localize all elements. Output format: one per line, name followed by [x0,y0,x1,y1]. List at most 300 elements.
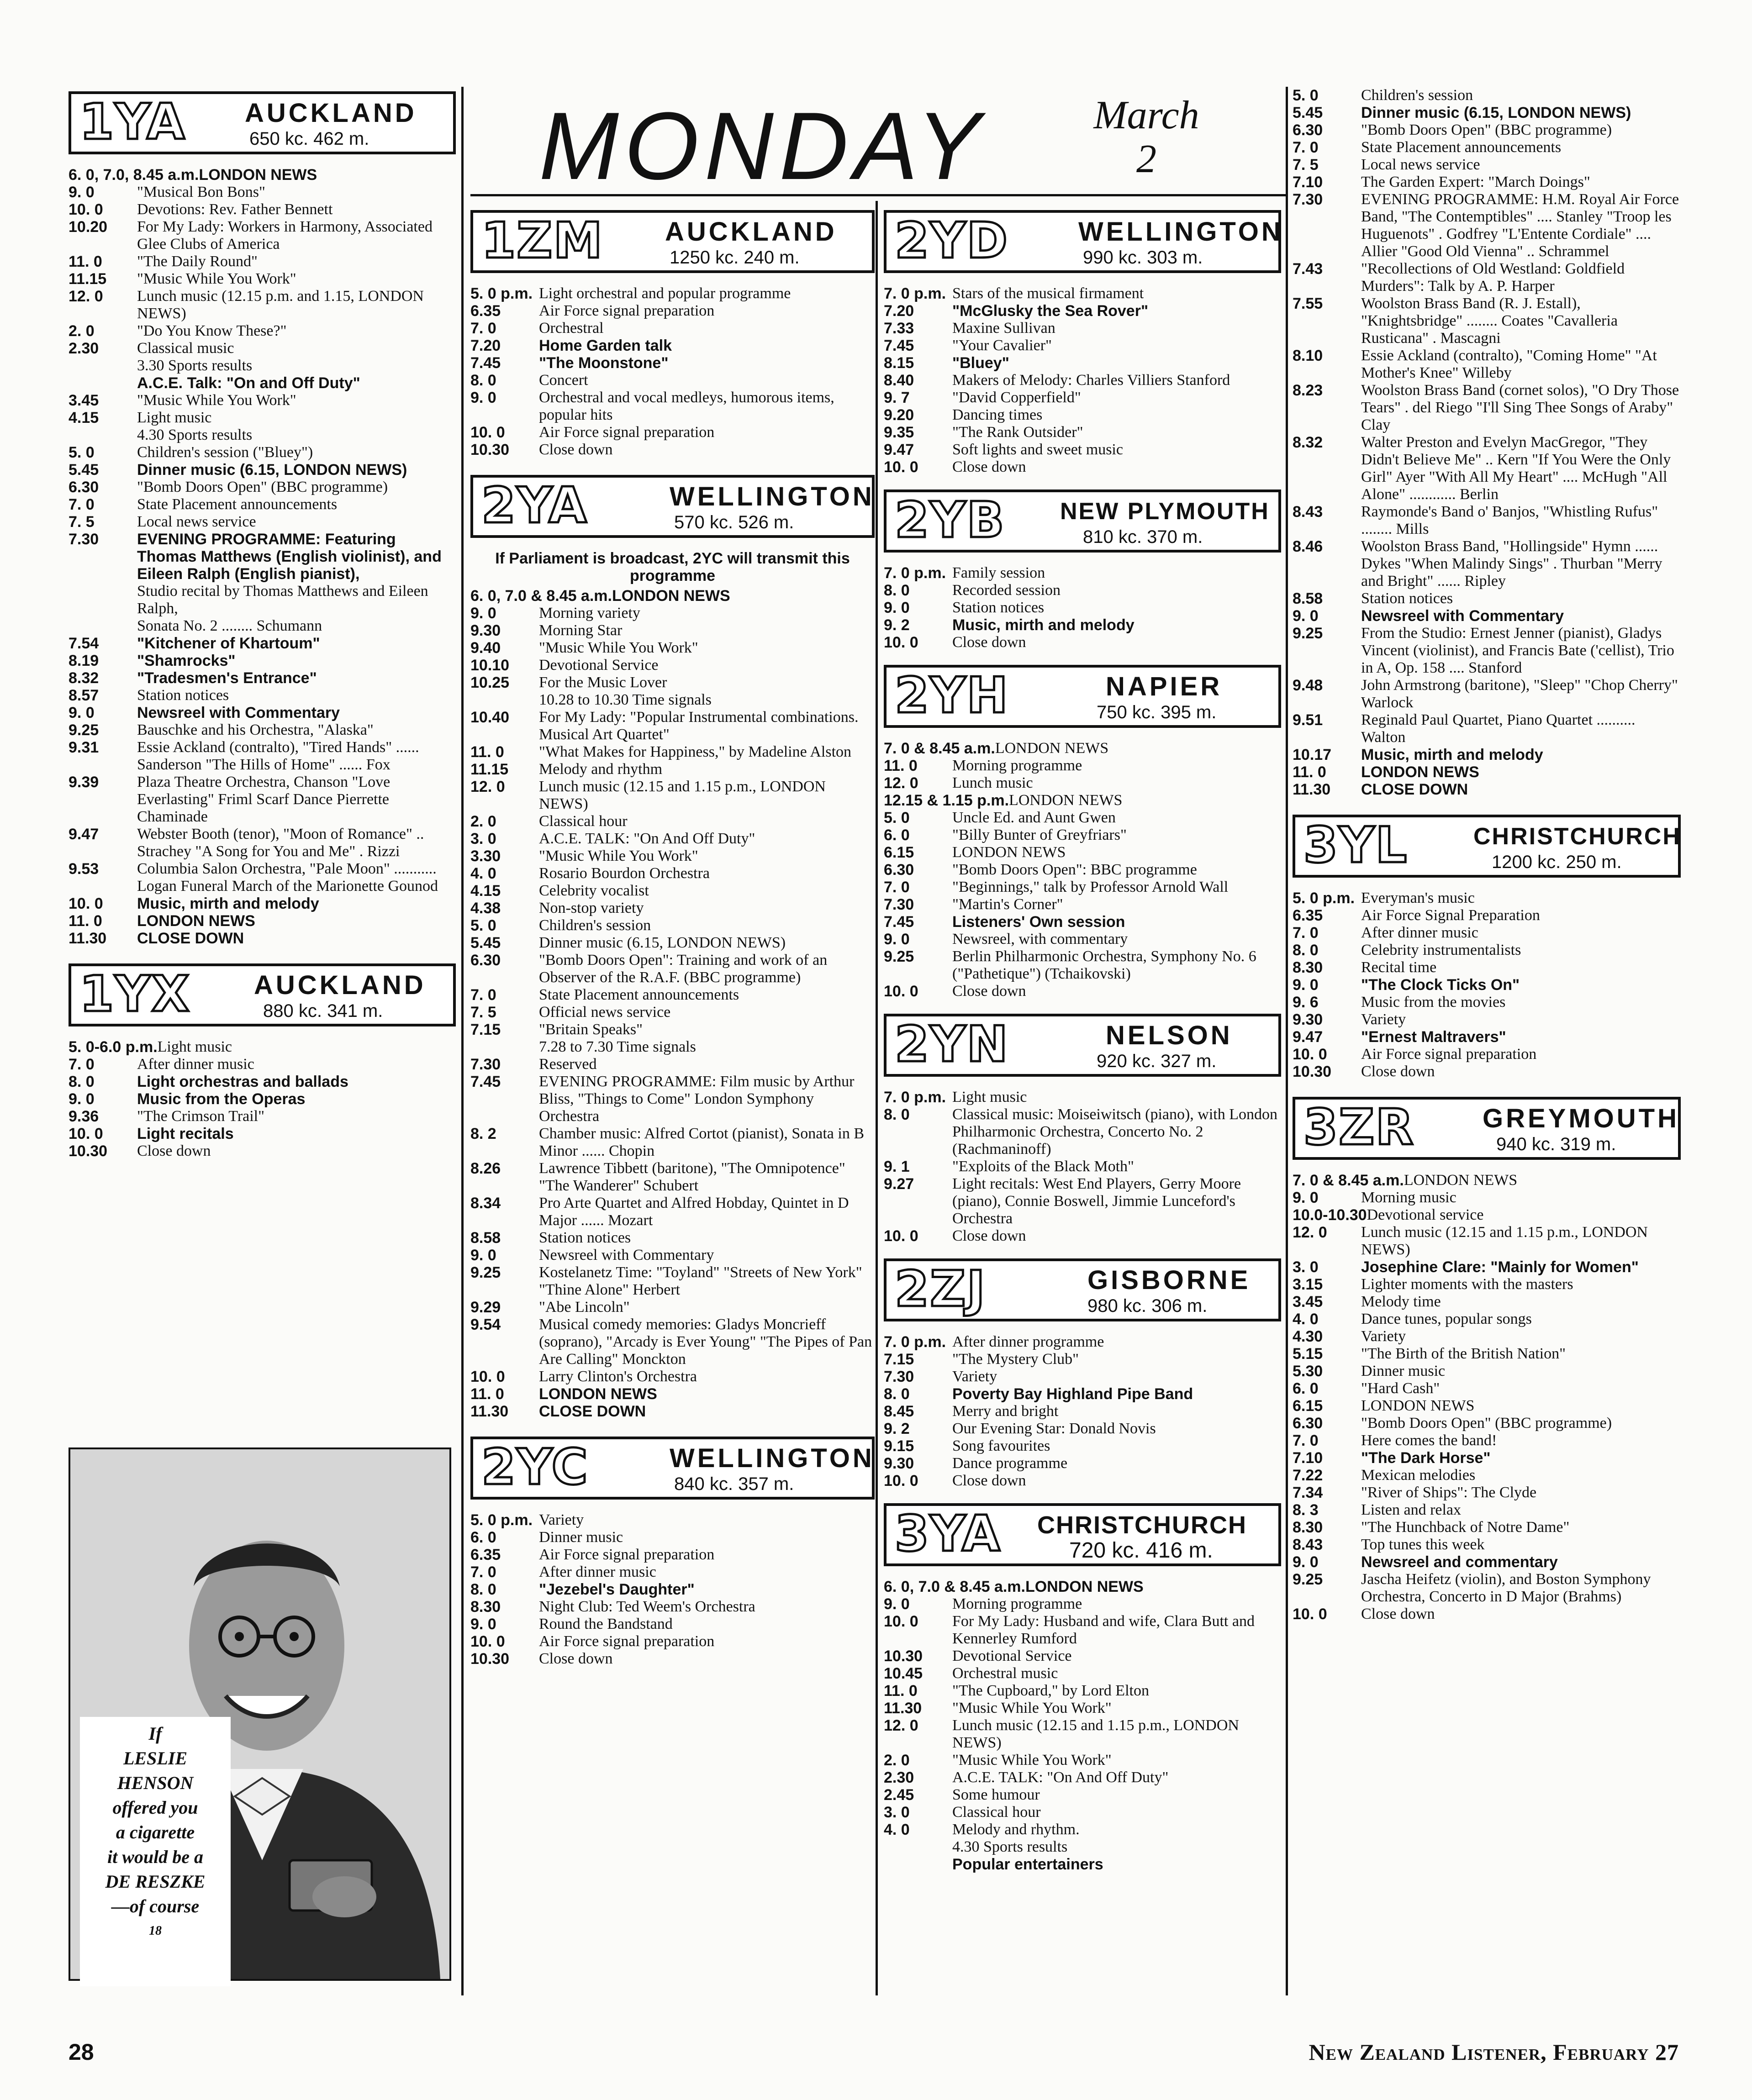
programme-time: 9.25 [69,721,99,739]
programme-title: Lunch music (12.15 and 1.15 p.m., LONDON NEWS) [539,778,826,812]
station-city: WELLINGTON [670,1443,875,1473]
programme-time: 6.35 [470,302,501,320]
programme-row [69,184,456,201]
programme-title: "Bomb Doors Open" (BBC programme) [1361,121,1612,138]
programme-title: "Bomb Doors Open" (BBC programme) [137,479,388,495]
programme-title: For My Lady: "Popular Instrumental combinations. Musical Art Quartet" [539,709,859,743]
programme-time: 9. 0 [470,1247,496,1264]
programme-row [1293,1258,1681,1276]
programme-time: 8.30 [1293,1519,1323,1536]
programme-time: 7.45 [470,1073,501,1090]
programme-row [884,948,1281,983]
programme-title: Local news service [137,513,256,530]
programme-title: Woolston Brass Band (cornet solos), "O Dry Those Tears" . del Riego "I'll Sing Thee Songs of Araby" Clay [1361,382,1679,433]
programme-title: Sonata No. 2 ........ Schumann [137,617,322,634]
programme-row [1293,1363,1681,1380]
programme-row [884,1838,1281,1856]
programme-row [884,406,1281,424]
programme-title: "Jezebel's Daughter" [539,1581,695,1598]
programme-time: 9.54 [470,1316,501,1333]
programme-row [1293,174,1681,191]
programme-title: Berlin Philharmonic Orchestra, Symphony No. 6 ("Pathetique") (Tchaikovski) [952,948,1256,982]
programme-row [69,895,456,912]
programme-title: Plaza Theatre Orchestra, Chanson "Love Everlasting" Friml Scarf Dance Pierrette Chaminade [137,774,391,825]
programme-row [1293,503,1681,538]
programme-row [884,458,1281,476]
programme-title: Josephine Clare: "Mainly for Women" [1361,1258,1639,1276]
programme-title: Melody and rhythm [539,761,663,778]
programme-title: Close down [1361,1605,1435,1622]
programme-title: Light orchestras and ballads [137,1073,348,1090]
programme-row [470,1581,875,1598]
programme-row [884,372,1281,389]
programme-title: "Do You Know These?" [137,322,287,339]
programme-title: Dance programme [952,1455,1068,1472]
programme-title: Lunch music (12.15 and 1.15 p.m., LONDON NEWS) [952,1717,1239,1751]
station-frequency: 810 kc. 370 m. [1083,527,1203,547]
programme-time: 9.25 [470,1264,501,1281]
programme-title: LONDON NEWS [539,1385,657,1403]
programme-title: Children's session ("Bluey") [137,444,313,461]
programme-row [1293,1189,1681,1206]
ad-line: LESLIE [123,1748,188,1768]
programme-time: 8. 0 [470,372,496,389]
programme-title: Song favourites [952,1437,1050,1454]
programme-time: 5. 0 p.m. [1293,889,1355,907]
programme-time: 10. 0 [884,1227,918,1245]
programme-title: Essie Ackland (contralto), "Coming Home" "At Mother's Knee" Willeby [1361,347,1657,381]
programme-row [1293,104,1681,121]
station-box-2zj [884,1258,1281,1321]
programme-row [884,1455,1281,1472]
programme-time: 7. 0 [470,320,496,337]
programme-title: Lawrence Tibbett (baritone), "The Omnipotence" "The Wanderer" Schubert [539,1160,845,1194]
programme-row [69,357,456,374]
programme-title: Station notices [137,687,229,704]
programme-row [1293,538,1681,590]
programme-time: 10. 0 [1293,1046,1327,1063]
ad-line: a cigarette [116,1822,195,1842]
programme-title: "The Birth of the British Nation" [1361,1345,1566,1362]
programme-row [1293,1536,1681,1553]
column-1 [69,87,456,1160]
programme-row [884,302,1281,320]
programme-row [1293,1345,1681,1363]
station-city: AUCKLAND [245,98,417,128]
programme-row [470,1125,875,1160]
programme-time: 11. 0 [884,757,918,774]
programme-title: Everyman's music [1361,889,1475,906]
programme-title: Our Evening Star: Donald Novis [952,1420,1156,1437]
programme-row [884,1472,1281,1489]
programme-row [470,1650,875,1668]
programme-time: 9.25 [1293,625,1323,642]
programme-time: 9.20 [884,406,914,424]
programme-title: Air Force Signal Preparation [1361,907,1540,924]
programme-time: 9.47 [884,441,914,458]
programme-title: EVENING PROGRAMME: Film music by Arthur Bliss, "Things to Come" London Symphony Orchestra [539,1073,855,1125]
programme-row [884,354,1281,372]
station-city: CHRISTCHURCH [1037,1511,1247,1539]
programme-row [1293,1432,1681,1449]
column-rule [876,201,878,1995]
programme-time: 11.30 [1293,781,1331,798]
programme-row [884,1158,1281,1175]
programme-row [1293,976,1681,994]
programme-row [884,913,1281,931]
programme-row [884,1752,1281,1769]
programme-time: 3. 0 [884,1804,910,1821]
programme-row [1293,907,1681,924]
programme-time: 7. 0 p.m. [884,285,946,302]
programme-time: 4. 0 [884,1821,910,1838]
programme-row [470,865,875,882]
programme-list [1293,889,1681,1080]
programme-row [69,496,456,513]
programme-time: 9.53 [69,860,99,878]
programme-time: 11.30 [884,1700,922,1717]
programme-row [470,1160,875,1195]
programme-row [470,952,875,986]
station-frequency: 990 kc. 303 m. [1083,247,1203,268]
station-box-2ya [470,475,875,538]
programme-title: "Abe Lincoln" [539,1299,630,1316]
programme-row [69,531,456,583]
programme-time: 7.30 [1293,191,1323,208]
programme-time: 9.47 [1293,1028,1323,1046]
programme-title: Dance tunes, popular songs [1361,1311,1532,1327]
ad-line: If [148,1723,162,1744]
programme-title: Station notices [1361,590,1453,607]
programme-row [884,879,1281,896]
programme-title: Air Force signal preparation [539,302,715,319]
programme-title: "Music While You Work" [952,1700,1112,1716]
programme-row [1293,711,1681,746]
programme-row [884,757,1281,774]
programme-row [470,743,875,761]
programme-row [470,605,875,622]
programme-row [1293,1449,1681,1467]
programme-title: Lunch music [952,774,1033,791]
programme-row [470,424,875,441]
programme-row [69,739,456,774]
programme-title: Listen and relax [1361,1501,1462,1518]
station-box-1zm [470,210,875,273]
station-box-2yn [884,1014,1281,1077]
programme-title: Morning variety [539,605,640,621]
programme-time: 8.32 [1293,434,1323,451]
programme-title: Dancing times [952,406,1043,423]
programme-row [470,778,875,813]
programme-row [69,1073,456,1090]
programme-title: "Music While You Work" [539,639,698,656]
programme-row [69,409,456,426]
programme-title: "Your Cavalier" [952,337,1052,354]
programme-time: 9.48 [1293,677,1323,694]
programme-time [884,1856,952,1873]
programme-time: 10.10 [470,657,510,674]
programme-time: 9. 0 [69,704,95,721]
programme-title: A.C.E. Talk: "On and Off Duty" [137,374,360,392]
programme-row [470,691,875,709]
programme-title: Poverty Bay Highland Pipe Band [952,1385,1193,1403]
day-number: 2 [1136,137,1156,181]
programme-time: 10.20 [69,218,108,236]
programme-time: 12.15 & 1.15 p.m. [884,792,1009,809]
programme-row [1293,1501,1681,1519]
programme-title: CLOSE DOWN [539,1403,646,1420]
programme-title: Music, mirth and melody [1361,746,1543,763]
programme-time: 7.55 [1293,295,1323,312]
programme-title: Children's session [1361,87,1473,104]
programme-row [884,983,1281,1000]
programme-row [470,1229,875,1247]
programme-row [69,513,456,531]
programme-row [884,931,1281,948]
programme-row [1293,1172,1681,1189]
ad-line: —of course [111,1896,200,1916]
programme-time: 8.15 [884,354,914,372]
programme-time: 5. 0 [1293,87,1319,104]
programme-time: 8. 2 [470,1125,496,1142]
programme-time: 6. 0 [1293,1380,1319,1397]
programme-row [69,860,456,895]
programme-time: 9. 1 [884,1158,910,1175]
programme-time: 11.30 [470,1403,509,1420]
programme-time: 7.54 [69,635,99,652]
programme-time: 6.15 [884,844,914,861]
programme-row [1293,625,1681,677]
programme-time: 7. 0 & 8.45 a.m. [884,740,995,757]
programme-row [1293,1063,1681,1080]
programme-time: 2. 0 [884,1752,910,1769]
programme-time: 6.30 [1293,121,1323,139]
programme-list [884,285,1281,476]
programme-time: 2.45 [884,1786,914,1804]
programme-title: Classical music [137,340,234,357]
programme-title: Dinner music [539,1529,623,1546]
programme-title: Webster Booth (tenor), "Moon of Romance" .. Strachey "A Song for You and Me" . Rizzi [137,826,424,860]
programme-row [1293,87,1681,104]
programme-row [1293,942,1681,959]
programme-title: For the Music Lover [539,674,667,691]
programme-row [884,1420,1281,1437]
station-callsign: 2YC [481,1439,589,1496]
station-box-3zr [1293,1097,1681,1160]
programme-row [470,1511,875,1529]
programme-row [470,709,875,743]
programme-time: 6. 0 [470,1529,496,1546]
programme-time: 7.33 [884,320,914,337]
programme-time: 10. 0 [884,983,918,1000]
programme-time: 8.19 [69,652,99,669]
programme-title: Air Force signal preparation [539,424,715,441]
programme-title: Morning programme [952,757,1082,774]
programme-title: Close down [137,1142,211,1159]
programme-title: Makers of Melody: Charles Villiers Stanford [952,372,1230,389]
programme-row [470,1403,875,1420]
programme-time: 8. 3 [1293,1501,1319,1519]
programme-row [1293,763,1681,781]
programme-time: 9.30 [470,622,501,639]
programme-time: 3.30 [470,847,501,865]
programme-time: 9. 0 [1293,607,1319,625]
programme-row [884,740,1281,757]
programme-title: Celebrity vocalist [539,882,649,899]
programme-time: 5. 0 p.m. [470,1511,533,1529]
station-callsign: 3ZR [1303,1099,1414,1156]
programme-time: 9. 0 [69,1090,95,1108]
programme-time [884,1838,952,1856]
programme-row [69,669,456,687]
programme-title: "Britain Speaks" [539,1021,643,1038]
programme-time [69,374,137,392]
programme-list [470,1511,875,1668]
programme-time: 8. 0 [884,582,910,599]
programme-row [470,900,875,917]
programme-row [470,813,875,830]
programme-time: 8.26 [470,1160,501,1177]
programme-row [69,288,456,322]
station-callsign: 1ZM [481,212,603,269]
advertisement-caption [80,1717,231,1986]
programme-title: "Martin's Corner" [952,896,1063,913]
programme-row [1293,260,1681,295]
programme-title: Night Club: Ted Weem's Orchestra [539,1598,755,1615]
programme-time: 5. 0-6.0 p.m. [69,1038,158,1056]
programme-row [69,583,456,617]
programme-time: 6. 0, 7.0, 8.45 a.m. [69,166,199,184]
column-2 [470,205,875,1668]
programme-title: Lighter moments with the masters [1361,1276,1573,1293]
programme-time: 9. 0 [470,389,496,406]
station-frequency: 840 kc. 357 m. [674,1474,794,1494]
programme-title: Jascha Heifetz (violin), and Boston Symphony Orchestra, Concerto in D Major (Brahms) [1361,1571,1651,1605]
programme-time: 11.15 [470,761,509,778]
programme-time: 10. 0 [69,201,103,218]
programme-time: 3.15 [1293,1276,1323,1293]
programme-title: LONDON NEWS [1361,1397,1475,1414]
programme-row [470,1316,875,1368]
station-frequency: 570 kc. 526 m. [674,512,794,532]
station-box-3ya [884,1503,1281,1566]
programme-title: Melody and rhythm. [952,1821,1080,1838]
programme-list [884,1089,1281,1245]
programme-time [69,583,137,617]
programme-row [69,826,456,860]
programme-row [884,1717,1281,1752]
programme-time: 11. 0 [884,1682,918,1700]
station-city: NAPIER [1106,672,1223,701]
programme-time: 12. 0 [884,1717,918,1734]
station-callsign: 2ZJ [895,1261,986,1318]
programme-time: 7. 5 [69,513,95,531]
programme-row [470,674,875,691]
programme-title: Variety [952,1368,997,1385]
programme-title: Recital time [1361,959,1437,976]
programme-row [470,986,875,1004]
programme-row [69,912,456,930]
programme-title: Close down [952,1227,1026,1244]
programme-time: 9.47 [69,826,99,843]
programme-time [69,426,137,444]
programme-time: 7.30 [884,1368,914,1385]
programme-title: After dinner programme [952,1333,1104,1350]
programme-title: Morning Star [539,622,623,639]
programme-row [470,1056,875,1073]
programme-title: "Musical Bon Bons" [137,184,265,200]
programme-title: Newsreel with Commentary [137,704,340,721]
station-callsign: 2YN [895,1016,1009,1073]
programme-time: 6. 0, 7.0 & 8.45 a.m. [470,587,612,605]
programme-time: 9.30 [1293,1011,1323,1028]
station-frequency: 920 kc. 327 m. [1097,1051,1217,1071]
programme-title: Studio recital by Thomas Matthews and Eileen Ralph, [137,583,428,617]
programme-row [1293,139,1681,156]
programme-row [69,322,456,340]
programme-title: Dinner music (6.15, LONDON NEWS) [1361,104,1631,121]
programme-title: Rosario Bourdon Orchestra [539,865,710,882]
programme-row [1293,1028,1681,1046]
programme-row [884,1613,1281,1647]
ad-line: it would be a [107,1847,204,1867]
programme-row [470,1368,875,1385]
programme-row [884,1595,1281,1613]
programme-time: 9. 0 [884,931,910,948]
programme-row [470,657,875,674]
programme-row [884,320,1281,337]
programme-time: 7. 0 [1293,924,1319,942]
programme-time: 6.15 [1293,1397,1323,1415]
programme-row [884,1403,1281,1420]
programme-time: 5.45 [69,461,99,479]
programme-row [1293,889,1681,907]
station-callsign: 2YD [895,212,1008,269]
programme-title: "David Copperfield" [952,389,1081,406]
programme-time: 5. 0 [69,444,95,461]
programme-row [884,285,1281,302]
programme-time: 8.58 [470,1229,501,1247]
programme-time: 9. 0 [470,1616,496,1633]
programme-time: 11. 0 [470,1385,504,1403]
programme-row [1293,191,1681,260]
programme-time: 10. 0 [1293,1605,1327,1623]
station-frequency: 940 kc. 319 m. [1496,1134,1616,1154]
programme-title: Family session [952,564,1045,581]
programme-time: 7. 5 [470,1004,496,1021]
programme-row [470,1247,875,1264]
programme-title: Recorded session [952,582,1061,599]
programme-row [884,1682,1281,1700]
programme-row [69,426,456,444]
programme-row [884,1385,1281,1403]
programme-title: EVENING PROGRAMME: H.M. Royal Air Force Band, "The Contemptibles" .... Stanley "Troop les Huguenots" . Godfrey "L'Entente Cordiale" .... Allier "Good Old Vienna" .. Schrammel [1361,191,1679,260]
programme-time: 6. 0, 7.0 & 8.45 a.m. [884,1578,1025,1595]
programme-row [69,774,456,826]
programme-row [884,809,1281,826]
programme-list [884,1578,1281,1873]
programme-time: 9. 0 [1293,1189,1319,1206]
programme-row [470,622,875,639]
programme-title: Newsreel, with commentary [952,931,1128,947]
programme-time: 7. 0 [1293,1432,1319,1449]
programme-time: 8.34 [470,1195,501,1212]
programme-title: "Ernest Maltravers" [1361,1028,1506,1046]
programme-title: "Exploits of the Black Moth" [952,1158,1134,1175]
programme-time: 7. 5 [1293,156,1319,174]
programme-time: 7.34 [1293,1484,1323,1501]
programme-title: Official news service [539,1004,671,1021]
